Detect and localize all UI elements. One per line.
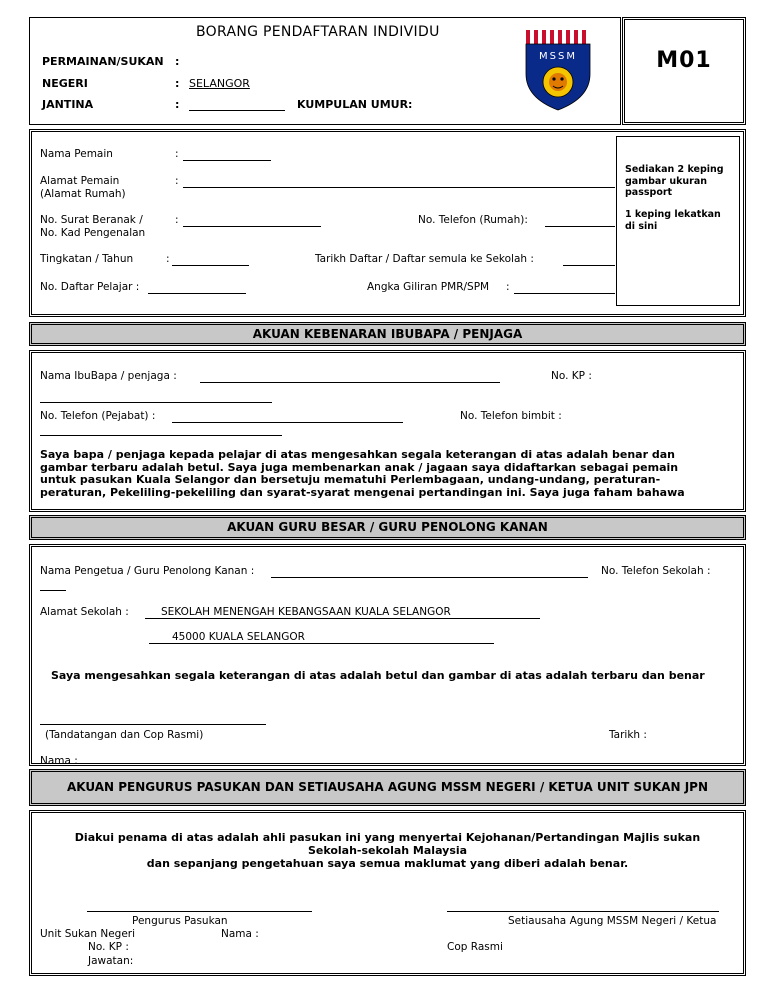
ibubapa-label: Nama IbuBapa / penjaga :: [40, 370, 177, 382]
telefon-sekolah-field[interactable]: [40, 590, 66, 591]
ibubapa-kp-label: No. KP :: [551, 370, 592, 382]
principal-nama-label: [40, 755, 78, 763]
alamat-colon: :: [175, 175, 179, 187]
mssm-logo: [522, 28, 594, 112]
alamat-sekolah-value-1: SEKOLAH MENENGAH KEBANGSAAN KUALA SELANGOR: [161, 606, 451, 618]
form-title: BORANG PENDAFTARAN INDIVIDU: [196, 24, 440, 40]
telefon-bimbit-field[interactable]: [40, 435, 282, 436]
nama-pemain-label: Nama Pemain: [40, 148, 113, 160]
permainan-label: PERMAINAN/SUKAN: [42, 55, 164, 68]
tarikh-daftar-label: Tarikh Daftar / Daftar semula ke Sekolah :: [315, 253, 534, 265]
manager-line-1: Diakui penama di atas adalah ahli pasukan ini yang menyertai Kejohanan/Pertandingan Majlis sukan: [74, 831, 701, 844]
telefon-pejabat-label: No. Telefon (Pejabat) :: [40, 410, 156, 422]
principal-nama-text: Nama :: [40, 755, 78, 763]
principal-band: AKUAN GURU BESAR / GURU PENOLONG KANAN: [29, 515, 746, 540]
kad-pengenalan-label: No. Kad Pengenalan: [40, 227, 146, 239]
signature-label: (Tandatangan dan Cop Rasmi): [45, 729, 204, 741]
jawatan-label: Jawatan:: [88, 955, 134, 967]
photo-note-2: 1 keping lekatkan di sini: [625, 209, 721, 232]
alamat-sub-label: (Alamat Rumah): [40, 188, 126, 200]
telefon-rumah-label: No. Telefon (Rumah):: [418, 214, 528, 226]
alamat-sekolah-value-2: 45000 KUALA SELANGOR: [172, 631, 305, 643]
surat-beranak-label: No. Surat Beranak /: [40, 214, 143, 226]
nama-pemain-colon: :: [175, 148, 179, 160]
alamat-sekolah-line-2[interactable]: [149, 643, 494, 644]
parent-band: AKUAN KEBENARAN IBUBAPA / PENJAGA: [29, 322, 746, 346]
telefon-rumah-field[interactable]: [545, 226, 615, 227]
parent-declaration-line: Saya bapa / penjaga kepada pelajar di atas mengesahkan segala keterangan di atas adalah benar dan: [40, 449, 675, 461]
tarikh-daftar-field[interactable]: [563, 265, 615, 266]
nama-pemain-field[interactable]: [183, 160, 271, 161]
alamat-field[interactable]: [183, 187, 615, 188]
tingkatan-label: Tingkatan / Tahun: [40, 253, 134, 265]
tarikh-label: Tarikh :: [609, 729, 647, 741]
manager-nama-label: Nama :: [221, 928, 259, 940]
kp-colon: :: [175, 214, 179, 226]
telefon-sekolah-label: No. Telefon Sekolah :: [601, 565, 711, 577]
manager-band: AKUAN PENGURUS PASUKAN DAN SETIAUSAHA AGUNG MSSM NEGERI / KETUA UNIT SUKAN JPN: [29, 769, 746, 806]
angka-giliran-label: Angka Giliran PMR/SPM: [367, 281, 490, 293]
ibubapa-kp-field[interactable]: [40, 402, 272, 403]
manager-line-3: dan sepanjang pengetahuan saya semua maklumat yang diberi adalah benar.: [146, 857, 629, 870]
signature-line[interactable]: [40, 724, 266, 725]
setiausaha-label: Setiausaha Agung MSSM Negeri / Ketua: [508, 915, 717, 927]
pengurus-signature-line[interactable]: [87, 911, 312, 912]
daftar-pelajar-label: No. Daftar Pelajar :: [40, 281, 140, 293]
manager-line-2: Sekolah-sekolah Malaysia: [307, 844, 468, 857]
negeri-value: SELANGOR: [189, 77, 250, 90]
parent-declaration-line: peraturan, Pekeliling-pekeliling dan syarat-syarat mengenai pertandingan ini. Saya juga faham bahawa: [40, 485, 685, 499]
parent-declaration-line: gambar terbaru adalah betul. Saya juga membenarkan anak / jagaan saya didaftarkan sebagai pemain: [40, 460, 679, 474]
jantina-colon: :: [175, 98, 180, 111]
photo-note-1: Sediakan 2 keping gambar ukuran passport: [625, 164, 724, 198]
cop-rasmi-label: Cop Rasmi: [447, 941, 503, 953]
alamat-sekolah-label: Alamat Sekolah :: [40, 606, 129, 618]
kp-field[interactable]: [183, 226, 321, 227]
alamat-label: Alamat Pemain: [40, 175, 120, 187]
parent-declaration: [40, 449, 740, 501]
telefon-bimbit-label: No. Telefon bimbit :: [460, 410, 562, 422]
principal-declaration: Saya mengesahkan segala keterangan di atas adalah betul dan gambar di atas adalah terbaru dan benar: [51, 669, 705, 682]
telefon-pejabat-field[interactable]: [172, 422, 403, 423]
tingkatan-field[interactable]: [172, 265, 249, 266]
daftar-pelajar-field[interactable]: [148, 293, 246, 294]
tingkatan-colon: :: [166, 253, 170, 265]
jantina-label: JANTINA: [42, 98, 94, 111]
negeri-colon: :: [175, 77, 180, 90]
unit-sukan-label: Unit Sukan Negeri: [40, 928, 136, 940]
parent-declaration-line: untuk pasukan Kuala Selangor dan bersetuju mematuhi Perlembagaan, undang-undang, peraturan-: [40, 473, 661, 486]
logo-text: MSSM: [539, 51, 577, 62]
pengetua-label: Nama Pengetua / Guru Penolong Kanan :: [40, 565, 255, 577]
ibubapa-field[interactable]: [200, 382, 500, 383]
setiausaha-signature-line[interactable]: [447, 911, 719, 912]
kumpulan-label: KUMPULAN UMUR:: [297, 98, 413, 111]
pengurus-label: Pengurus Pasukan: [132, 915, 228, 927]
manager-kp-label: No. KP :: [88, 941, 129, 953]
form-code: M01: [656, 48, 712, 73]
permainan-colon: :: [175, 55, 180, 68]
pengetua-field[interactable]: [271, 577, 588, 578]
alamat-sekolah-line-1[interactable]: [145, 618, 540, 619]
negeri-label: NEGERI: [42, 77, 88, 90]
jantina-field[interactable]: [189, 110, 285, 111]
angka-giliran-field[interactable]: [514, 293, 615, 294]
angka-giliran-colon: :: [506, 281, 510, 293]
